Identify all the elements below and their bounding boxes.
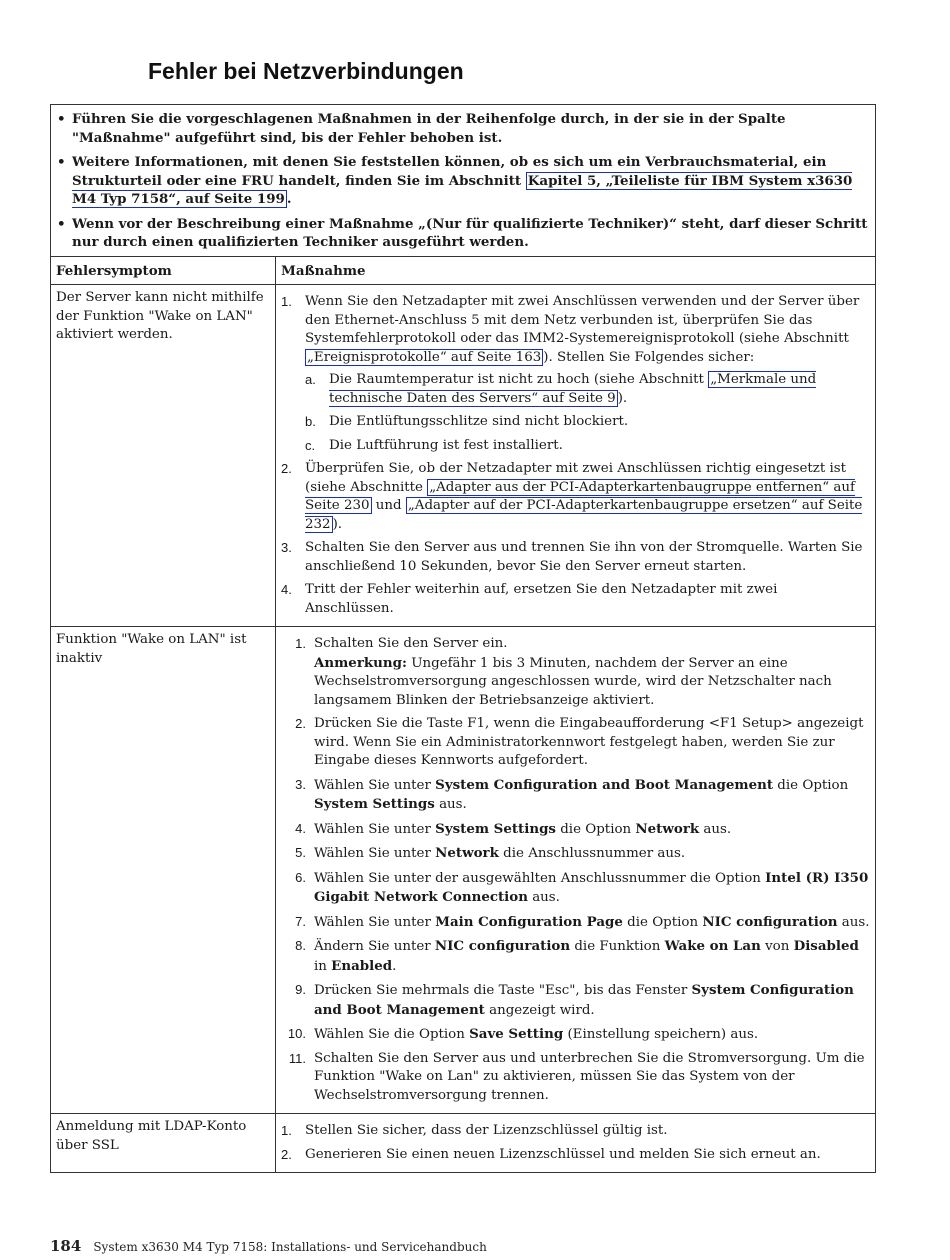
step-text: aus. [527,890,560,905]
menu-term: NIC configuration [434,938,571,954]
step-text: angezeigt wird. [484,1002,595,1018]
menu-term: System Configuration and Boot Management [435,776,774,793]
step-text: . [392,958,397,974]
step [281,981,870,1020]
menu-term: System Configuration and Boot Management [314,982,854,1018]
step-text: die Option [773,777,849,793]
step-text: Stellen Sie sicher, dass der Lizenzschlüssel gültig ist. [305,1123,668,1138]
step [281,1050,870,1106]
step-number: 3. [295,776,306,792]
remove-adapter-link[interactable]: „Adapter aus der PCI-Adapterkartenbaugruppe entfernen“ auf Seite 230 [305,479,855,513]
page-title: Fehler bei Netzverbindungen [148,58,464,84]
menu-term: Enabled [331,957,393,974]
sub-step [305,413,870,432]
event-logs-link[interactable]: „Ereignisprotokolle“ auf Seite 163 [307,349,542,365]
step-number: 3. [281,540,292,555]
sub-step [305,371,870,408]
menu-term: Disabled [793,938,859,954]
step-text: aus. [699,821,732,837]
step-number: a. [305,372,316,387]
step-number: 7. [295,913,306,929]
step-text: Wenn Sie den Netzadapter mit zwei Anschlüssen verwenden und der Server über den Ethernet-Anschluss 5 mit dem Netz verbunden ist, überprüfen Sie das Systemfehlerprotokoll oder das IMM2-Systemereignisprotokoll (siehe Abschnitt [305,294,860,346]
table-row [51,627,876,1114]
column-header-symptom: Fehlersymptom [51,256,276,285]
parts-list-link[interactable]: Kapitel 5, „Teileliste für IBM System x3630 M4 Typ 7158“, auf Seite 199 [72,172,853,207]
symptom-cell: Funktion "Wake on LAN" ist inaktiv [51,627,276,1114]
step-text: Wählen Sie die Option [314,1027,470,1042]
step-number: 9. [295,982,306,997]
step-text: aus. [434,797,467,812]
step [281,869,870,908]
menu-term: NIC configuration [702,913,838,930]
step-text: Wählen Sie unter [314,777,436,793]
step-number: 1. [281,1123,292,1138]
step-text: Die Entlüftungsschlitze sind nicht blockiert. [329,414,629,429]
step-text: Schalten Sie den Server aus und unterbrechen Sie die Stromversorgung. Um die Funktion "Wake on Lan" zu aktivieren, müssen Sie das System von der Wechselstromversorgung trennen. [314,1050,865,1103]
troubleshooting-table [50,104,876,1173]
step [281,1146,870,1165]
step-text: von [760,939,794,954]
step-text: die Option [555,821,636,837]
step-text: die Funktion [570,939,665,954]
step [281,913,870,933]
step-text: Wählen Sie unter [314,846,436,861]
note-label: Anmerkung: [314,654,407,671]
note-item [55,153,870,209]
footer-book-title: System x3630 M4 Typ 7158: Installations- und Servicehandbuch [93,1240,487,1254]
step-text: die Option [622,914,703,930]
menu-term: Network [435,845,499,861]
step [281,820,870,840]
step [281,844,870,864]
note-text: . [286,191,292,207]
action-cell [276,285,876,627]
step-text: aus. [837,914,870,930]
note-text: Führen Sie die vorgeschlagenen Maßnahmen in der Reihenfolge durch, in der sie in der Spalte "Maßnahme" aufgeführt sind, bis der Fehler behoben ist. [72,111,786,146]
page-number: 184 [50,1237,82,1255]
step [281,715,870,771]
step-number: 5. [295,845,306,860]
notes-cell [51,105,876,257]
step [281,776,870,815]
action-steps [281,635,870,1105]
step-text: Die Luftführung ist fest installiert. [329,437,563,453]
step-number: 8. [295,938,306,953]
step [281,581,870,618]
step [281,1025,870,1045]
step-number: 1. [295,636,306,651]
step-text: (Einstellung speichern) aus. [563,1027,759,1042]
step-number: 2. [295,716,306,731]
step [281,539,870,576]
step-number: c. [305,437,316,453]
step-number: b. [305,414,316,429]
step-number: 1. [281,294,292,309]
note-text: Wenn vor der Beschreibung einer Maßnahme „(Nur für qualifizierte Techniker)“ steht, darf dieser Schritt nur durch einen qualifizierten Techniker ausgeführt werden. [72,215,868,250]
menu-term: Wake on Lan [664,938,761,954]
step-text: Schalten Sie den Server ein. [314,636,508,651]
symptom-cell: Der Server kann nicht mithilfe der Funktion "Wake on LAN" aktiviert werden. [51,285,276,627]
step-text: Schalten Sie den Server aus und trennen Sie ihn von der Stromquelle. Warten Sie anschließend 10 Sekunden, bevor Sie den Server erneut starten. [305,540,863,574]
step-text: ). [332,516,343,532]
step-text: Ändern Sie unter [314,939,435,954]
step-text: Wählen Sie unter [314,914,436,930]
menu-term: Network [635,820,700,837]
table-row [51,1114,876,1173]
page-footer [50,1237,487,1255]
step-text: Die Raumtemperatur ist nicht zu hoch (siehe Abschnitt [329,372,709,387]
column-header-action: Maßnahme [276,256,876,285]
step-text: Wählen Sie unter [314,821,436,837]
sub-steps [305,371,870,455]
step-text: in [314,958,332,974]
step-text: Überprüfen Sie, ob der Netzadapter mit zwei Anschlüssen richtig eingesetzt ist (siehe Abschnitte [305,461,847,495]
menu-term: Intel (R) I350 Gigabit Network Connection [314,869,869,905]
replace-adapter-link[interactable]: „Adapter auf der PCI-Adapterkartenbaugruppe ersetzen“ auf Seite 232 [305,498,863,532]
note-item [55,215,870,252]
step [281,1122,870,1141]
menu-term: System Settings [314,796,435,812]
step-number: 4. [281,582,292,597]
step-text: Drücken Sie mehrmals die Taste "Esc", bis das Fenster [314,983,692,998]
action-cell [276,1114,876,1173]
step-text: Tritt der Fehler weiterhin auf, ersetzen Sie den Netzadapter mit zwei Anschlüssen. [305,582,778,616]
step [281,293,870,455]
note-text: Weitere Informationen, mit denen Sie feststellen können, ob es sich um ein Verbrauchsmaterial, ein Strukturteil oder eine FRU handelt, finden Sie im Abschnitt [72,154,827,189]
step-number: 2. [281,461,292,476]
table-row [51,285,876,627]
sub-step [305,437,870,456]
step-text: Wählen Sie unter der ausgewählten Anschlussnummer die Option [314,870,766,886]
step-number: 4. [295,820,306,836]
step-number: 10. [287,1026,306,1041]
step [281,635,870,710]
action-cell [276,627,876,1114]
notes-list [55,110,870,252]
step-text: Ungefähr 1 bis 3 Minuten, nachdem der Server an eine Wechselstromversorgung angeschlossen wurde, wird der Netzschalter nach langsamem Blinken der Betriebsanzeige aktiviert. [314,655,832,708]
symptom-cell: Anmeldung mit LDAP-Konto über SSL [51,1114,276,1173]
step-text: ). Stellen Sie Folgendes sicher: [543,349,755,365]
menu-term: System Settings [435,820,556,837]
step-number: 6. [295,869,306,885]
menu-term: Save Setting [469,1026,564,1042]
step-text: und [371,498,406,513]
menu-term: Main Configuration Page [435,913,623,930]
note-item [55,110,870,147]
step-text: ). [617,390,628,406]
step [281,937,870,976]
step-number: 11. [288,1050,306,1066]
specifications-link[interactable]: „Merkmale und technische Daten des Servers“ auf Seite 9 [329,372,817,406]
step [281,460,870,534]
step-text: Generieren Sie einen neuen Lizenzschlüssel und melden Sie sich erneut an. [305,1146,821,1162]
step-text: die Anschlussnummer aus. [498,846,686,861]
step-text: Drücken Sie die Taste F1, wenn die Eingabeaufforderung <F1 Setup> angezeigt wird. Wenn Sie ein Administratorkennwort festgelegt haben, werden Sie zur Eingabe dieses Kennworts aufgefordert. [314,716,864,768]
action-steps [281,1122,870,1164]
action-steps [281,293,870,618]
step-number: 2. [281,1146,292,1162]
